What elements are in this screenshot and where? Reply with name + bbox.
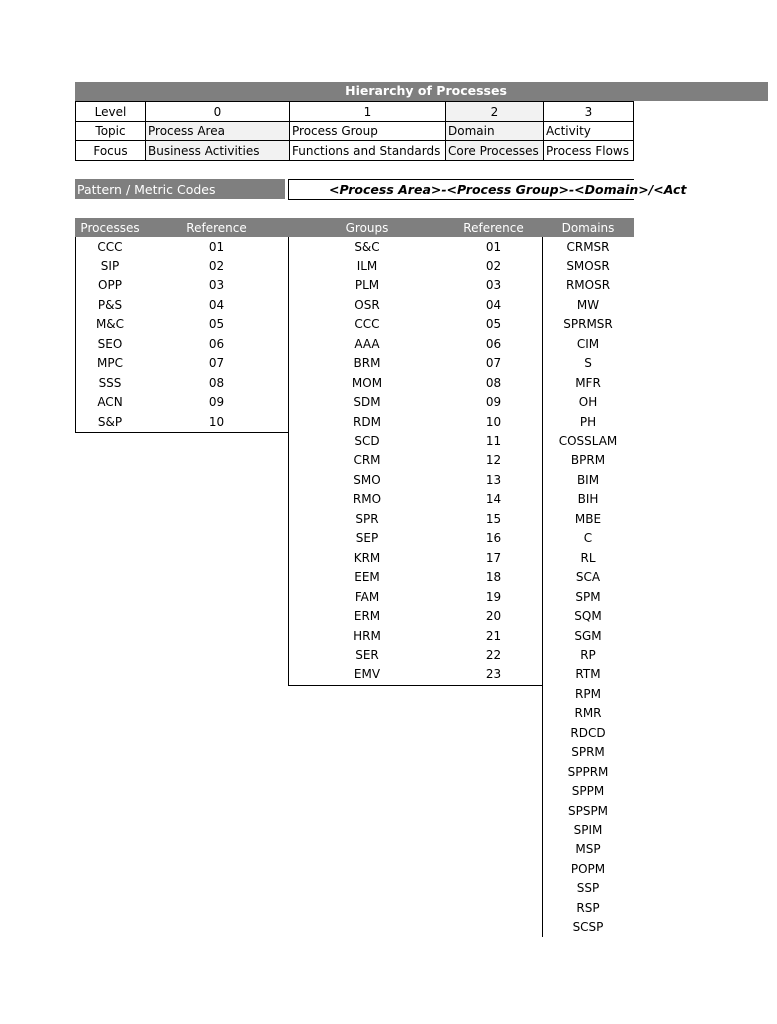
process-reference: 02 bbox=[208, 258, 225, 273]
domain-code: MW bbox=[576, 297, 600, 312]
group-reference: 08 bbox=[485, 375, 502, 390]
hierarchy-label-topic: Topic bbox=[76, 122, 146, 141]
hierarchy-label-focus: Focus bbox=[76, 141, 146, 161]
domain-code: S bbox=[584, 356, 592, 371]
process-code: CCC bbox=[97, 239, 123, 254]
domain-code: MFR bbox=[575, 375, 601, 390]
process-reference: 06 bbox=[208, 336, 225, 351]
hierarchy-cell-focus-3: Process Flows bbox=[544, 141, 634, 161]
hierarchy-cell-level-0: 0 bbox=[146, 102, 290, 122]
domain-code: COSSLAM bbox=[558, 434, 618, 448]
hierarchy-cell-topic-0: Process Area bbox=[146, 122, 290, 141]
group-code: AAA bbox=[354, 336, 380, 351]
group-code: EEM bbox=[354, 570, 380, 585]
domain-code: SPM bbox=[575, 589, 601, 604]
group-reference: 07 bbox=[485, 356, 502, 371]
process-code: SSS bbox=[98, 375, 122, 390]
hierarchy-cell-focus-2: Core Processes bbox=[446, 141, 544, 161]
group-code: CCC bbox=[354, 317, 380, 332]
group-reference: 14 bbox=[485, 492, 502, 507]
domain-code: C bbox=[583, 531, 593, 546]
group-code: KRM bbox=[353, 550, 381, 565]
domain-code: SPIM bbox=[573, 823, 603, 837]
group-code: RMO bbox=[352, 492, 382, 507]
domain-code: SCSP bbox=[572, 920, 604, 935]
groups-reference-header: Reference bbox=[463, 220, 524, 235]
process-reference: 08 bbox=[208, 375, 225, 390]
process-reference: 05 bbox=[208, 317, 225, 332]
group-reference: 01 bbox=[485, 239, 502, 254]
process-code: MPC bbox=[97, 356, 123, 371]
group-reference: 22 bbox=[485, 647, 502, 662]
group-code: FAM bbox=[354, 589, 380, 604]
groups-bottom-border bbox=[288, 685, 543, 686]
domain-code: SMOSR bbox=[566, 258, 610, 273]
group-code: BRM bbox=[353, 356, 381, 371]
group-reference: 02 bbox=[485, 258, 502, 273]
process-reference: 03 bbox=[208, 278, 225, 293]
domain-code: RPM bbox=[575, 686, 601, 701]
group-code: ILM bbox=[356, 258, 378, 273]
hierarchy-cell-topic-2: Domain bbox=[446, 122, 544, 141]
group-code: ERM bbox=[353, 609, 381, 624]
group-reference: 09 bbox=[485, 395, 502, 410]
hierarchy-cell-level-3: 3 bbox=[544, 102, 634, 122]
process-reference: 07 bbox=[208, 356, 225, 371]
group-reference: 06 bbox=[485, 336, 502, 351]
domain-code: SPSPM bbox=[567, 803, 609, 818]
domain-code: SCA bbox=[575, 570, 601, 585]
domains-header: Domains bbox=[561, 220, 615, 235]
domain-code: RDCD bbox=[570, 725, 606, 740]
domain-code: MSP bbox=[575, 842, 601, 857]
domain-code: BIH bbox=[577, 492, 599, 507]
process-reference: 10 bbox=[208, 414, 225, 429]
group-reference: 23 bbox=[485, 667, 502, 682]
group-reference: 04 bbox=[485, 297, 502, 312]
group-code: SCD bbox=[354, 434, 380, 448]
group-reference: 18 bbox=[485, 570, 502, 585]
group-code: S&C bbox=[354, 239, 380, 254]
domain-code: RP bbox=[580, 647, 596, 662]
domain-code: OH bbox=[578, 395, 598, 410]
group-code: RDM bbox=[353, 414, 381, 429]
hierarchy-grid bbox=[75, 101, 634, 161]
pattern-label: Pattern / Metric Codes bbox=[75, 179, 285, 199]
hierarchy-cell-focus-1: Functions and Standards bbox=[290, 141, 446, 161]
hierarchy-cell-topic-1: Process Group bbox=[290, 122, 446, 141]
domain-code: SPPRM bbox=[567, 764, 609, 779]
domain-code: SQM bbox=[574, 609, 602, 624]
processes-bottom-border bbox=[75, 432, 289, 433]
domain-code: RTM bbox=[575, 667, 601, 682]
domain-code: SGM bbox=[574, 628, 602, 643]
hierarchy-cell-level-2: 2 bbox=[446, 102, 544, 122]
sheet-title-bar bbox=[75, 82, 768, 101]
hierarchy-label-level: Level bbox=[76, 102, 146, 122]
group-code: SMO bbox=[353, 472, 381, 487]
domain-code: RL bbox=[580, 550, 596, 565]
domain-code: SPPM bbox=[571, 784, 605, 799]
domain-code: RSP bbox=[576, 900, 600, 915]
domain-code: RMOSR bbox=[565, 278, 611, 293]
process-reference: 04 bbox=[208, 297, 225, 312]
domain-code: BPRM bbox=[570, 453, 606, 468]
domain-code: POPM bbox=[570, 861, 606, 876]
domain-code: SPRM bbox=[571, 745, 605, 760]
group-reference: 21 bbox=[485, 628, 502, 643]
group-code: EMV bbox=[353, 667, 381, 682]
process-code: P&S bbox=[97, 297, 123, 312]
domain-code: SSP bbox=[576, 881, 600, 896]
process-code: OPP bbox=[98, 278, 122, 293]
group-reference: 15 bbox=[485, 511, 502, 526]
group-reference: 17 bbox=[485, 550, 502, 565]
group-code: PLM bbox=[354, 278, 380, 293]
process-code: M&C bbox=[95, 317, 125, 332]
sheet-title: Hierarchy of Processes bbox=[345, 83, 507, 98]
domain-code: PH bbox=[579, 414, 597, 429]
group-reference: 12 bbox=[485, 453, 502, 468]
group-code: SDM bbox=[353, 395, 381, 410]
group-code: HRM bbox=[353, 628, 381, 643]
group-reference: 03 bbox=[485, 278, 502, 293]
hierarchy-cell-level-1: 1 bbox=[290, 102, 446, 122]
group-code: MOM bbox=[351, 375, 383, 390]
process-reference: 01 bbox=[208, 239, 225, 254]
group-code: SPR bbox=[355, 511, 379, 526]
group-code: CRM bbox=[353, 453, 381, 468]
domain-code: BIM bbox=[576, 472, 600, 487]
group-reference: 19 bbox=[485, 589, 502, 604]
group-reference: 13 bbox=[485, 472, 502, 487]
group-code: SER bbox=[355, 647, 379, 662]
group-reference: 11 bbox=[485, 434, 502, 448]
process-code: SIP bbox=[100, 258, 120, 273]
process-reference: 09 bbox=[208, 395, 225, 410]
processes-reference-header: Reference bbox=[186, 220, 247, 235]
processes-header: Processes bbox=[80, 220, 140, 235]
process-code: SEO bbox=[97, 336, 123, 351]
group-reference: 10 bbox=[485, 414, 502, 429]
pattern-value: <Process Area>-<Process Group>-<Domain>/<Act bbox=[288, 179, 634, 200]
group-code: OSR bbox=[354, 297, 380, 312]
process-code: ACN bbox=[97, 395, 123, 410]
group-reference: 05 bbox=[485, 317, 502, 332]
group-reference: 20 bbox=[485, 609, 502, 624]
hierarchy-cell-topic-3: Activity bbox=[544, 122, 634, 141]
domain-code: RMR bbox=[574, 706, 602, 721]
groups-header: Groups bbox=[345, 220, 389, 235]
process-code: S&P bbox=[97, 414, 123, 429]
group-reference: 16 bbox=[485, 531, 502, 546]
domain-code: SPRMSR bbox=[563, 317, 613, 332]
domain-code: CIM bbox=[576, 336, 600, 351]
domain-code: CRMSR bbox=[566, 239, 610, 254]
domain-code: MBE bbox=[574, 511, 602, 526]
group-code: SEP bbox=[355, 531, 379, 546]
hierarchy-cell-focus-0: Business Activities bbox=[146, 141, 290, 161]
